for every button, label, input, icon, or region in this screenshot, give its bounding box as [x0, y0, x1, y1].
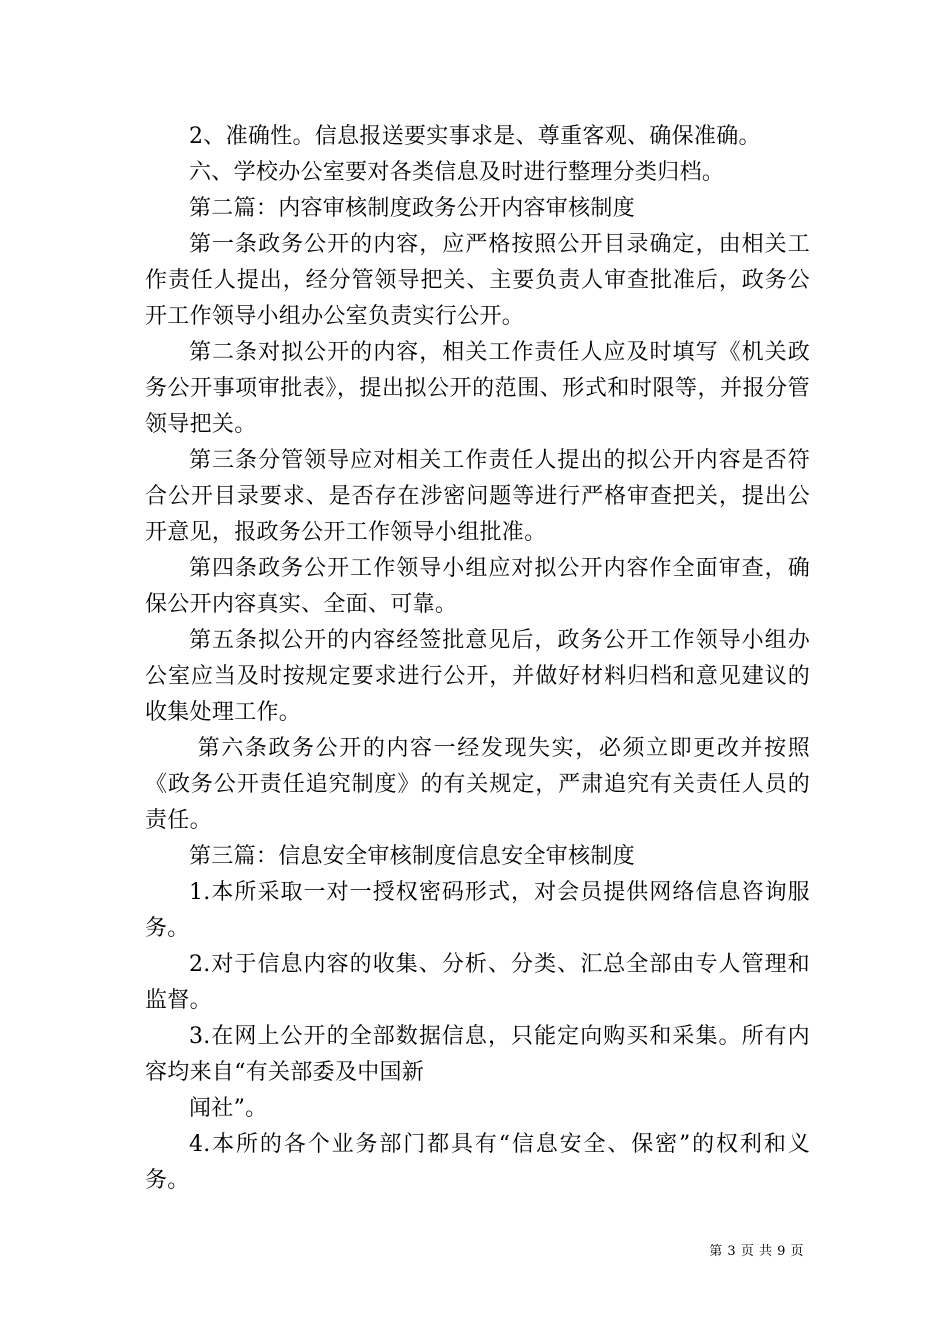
article-4: 第四条政务公开工作领导小组应对拟公开内容作全面审查，确保公开内容真实、全面、可靠。 [145, 556, 810, 617]
section-heading-3: 第三篇：信息安全审核制度信息安全审核制度 [189, 844, 636, 869]
document-body [145, 119, 810, 1199]
section-heading-2: 第二篇：内容审核制度政务公开内容审核制度 [189, 196, 636, 221]
item-2: 2.对于信息内容的收集、分析、分类、汇总全部由专人管理和监督。 [145, 952, 810, 1013]
item-3-continuation: 闻社”。 [189, 1096, 268, 1121]
item-1: 1.本所采取一对一授权密码形式，对会员提供网络信息咨询服务。 [145, 880, 810, 941]
item-4: 4.本所的各个业务部门都具有“信息安全、保密”的权利和义务。 [145, 1132, 810, 1193]
paragraph-accuracy: 2、准确性。信息报送要实事求是、尊重客观、确保准确。 [189, 124, 761, 149]
article-5: 第五条拟公开的内容经签批意见后，政务公开工作领导小组办公室应当及时按规定要求进行公开，并做好材料归档和意见建议的收集处理工作。 [145, 628, 810, 725]
article-6: 第六条政务公开的内容一经发现失实，必须立即更改并按照《政务公开责任追究制度》的有关规定，严肃追究有关责任人员的责任。 [145, 736, 810, 833]
article-1: 第一条政务公开的内容，应严格按照公开目录确定，由相关工作责任人提出，经分管领导把关、主要负责人审查批准后，政务公开工作领导小组办公室负责实行公开。 [145, 232, 810, 329]
article-2: 第二条对拟公开的内容，相关工作责任人应及时填写《机关政务公开事项审批表》，提出拟公开的范围、形式和时限等，并报分管领导把关。 [145, 340, 810, 437]
item-3: 3.在网上公开的全部数据信息，只能定向购买和采集。所有内容均来自“有关部委及中国新 [145, 1024, 810, 1085]
paragraph-archive: 六、学校办公室要对各类信息及时进行整理分类归档。 [189, 160, 725, 185]
page-number-footer: 第 3 页 共 9 页 [709, 1244, 804, 1259]
article-3: 第三条分管领导应对相关工作责任人提出的拟公开内容是否符合公开目录要求、是否存在涉密问题等进行严格审查把关，提出公开意见，报政务公开工作领导小组批准。 [145, 448, 810, 545]
